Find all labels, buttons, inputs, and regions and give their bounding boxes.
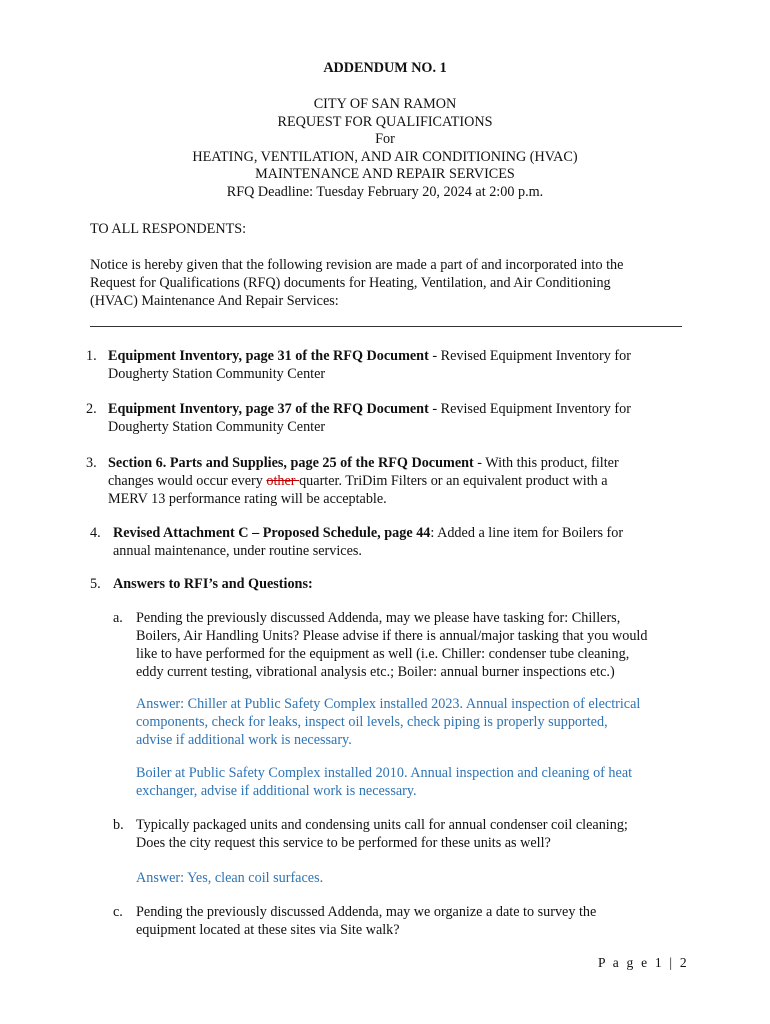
question-letter: a.: [113, 610, 123, 626]
answer-line: Answer: Chiller at Public Safety Complex installed 2023. Annual inspection of electrical: [136, 696, 641, 712]
question-letter: c.: [113, 904, 123, 920]
item-number: 3.: [86, 455, 97, 471]
item-text-continued: annual maintenance, under routine services.: [113, 543, 362, 559]
item-text-before-strike: changes would occur every: [108, 473, 267, 489]
item-number: 1.: [86, 348, 97, 364]
notice-line-2: Request for Qualifications (RFQ) documents for Heating, Ventilation, and Air Conditioning: [90, 275, 611, 291]
horizontal-divider: [90, 326, 682, 327]
question-line: Pending the previously discussed Addenda, may we organize a date to survey the: [136, 904, 597, 920]
item-text: - Revised Equipment Inventory for: [428, 348, 631, 364]
item-text: - Revised Equipment Inventory for: [428, 401, 631, 417]
question-line: Typically packaged units and condensing units call for annual condenser coil cleaning;: [136, 817, 628, 833]
item-number: 2.: [86, 401, 97, 417]
item-text-continued: Dougherty Station Community Center: [108, 366, 326, 382]
subject-line-2: MAINTENANCE AND REPAIR SERVICES: [255, 166, 515, 183]
page-number: P a g e 1 | 2: [598, 955, 689, 970]
addendum-title: ADDENDUM NO. 1: [323, 60, 447, 76]
notice-line-1: Notice is hereby given that the following revision are made a part of and incorporated into the: [90, 257, 624, 273]
revision-item-3: [86, 454, 686, 508]
item-title: Equipment Inventory, page 37 of the RFQ Document: [108, 401, 429, 417]
item-text-continued: MERV 13 performance rating will be acceptable.: [108, 491, 387, 507]
question-b: [113, 816, 693, 852]
notice-paragraph: [90, 256, 690, 310]
item-text: : Added a line item for Boilers for: [430, 525, 624, 541]
question-line: equipment located at these sites via Site walk?: [136, 922, 400, 938]
item-title: Answers to RFI’s and Questions:: [113, 576, 313, 592]
answer-line: Boiler at Public Safety Complex installed 2010. Annual inspection and cleaning of heat: [136, 765, 633, 781]
addendum-header: [0, 60, 770, 78]
item-title: Revised Attachment C – Proposed Schedule, page 44: [113, 525, 431, 541]
answer-a-chiller: [136, 695, 696, 749]
item-title: Section 6. Parts and Supplies, page 25 of the RFQ Document: [108, 455, 474, 471]
salutation: TO ALL RESPONDENTS:: [90, 221, 247, 237]
item-title: Equipment Inventory, page 31 of the RFQ Document: [108, 348, 429, 364]
answer-a-boiler: [136, 764, 696, 800]
subject-line-1: HEATING, VENTILATION, AND AIR CONDITIONING (HVAC): [192, 148, 578, 165]
city-name: CITY OF SAN RAMON: [313, 96, 457, 112]
answer-line: advise if additional work is necessary.: [136, 732, 352, 748]
answer-line: exchanger, advise if additional work is necessary.: [136, 783, 417, 799]
request-type: REQUEST FOR QUALIFICATIONS: [277, 113, 493, 130]
rfq-deadline: RFQ Deadline: Tuesday February 20, 2024 at 2:00 p.m.: [226, 183, 544, 200]
question-line: Pending the previously discussed Addenda, may we please have tasking for: Chillers,: [136, 610, 621, 626]
revision-item-5: [90, 575, 690, 593]
item-text: - With this product, filter: [473, 455, 619, 471]
item-number: 4.: [90, 525, 101, 541]
item-text-after-strike: quarter. TriDim Filters or an equivalent product with a: [299, 473, 608, 489]
answer-line: components, check for leaks, inspect oil levels, check piping is properly supported,: [136, 714, 608, 730]
question-a: [113, 609, 693, 681]
question-line: Boilers, Air Handling Units? Please advise if there is annual/major tasking that you would: [136, 628, 648, 644]
revision-item-1: [86, 347, 686, 383]
question-line: Does the city request this service to be performed for these units as well?: [136, 835, 551, 851]
for-label: For: [375, 131, 395, 148]
answer-b: [136, 869, 696, 887]
answer-line: Answer: Yes, clean coil surfaces.: [136, 870, 324, 886]
question-line: eddy current testing, vibrational analysis etc.; Boiler: annual burner inspections etc.): [136, 664, 615, 680]
revision-item-4: [90, 524, 690, 560]
item-text-continued: Dougherty Station Community Center: [108, 419, 326, 435]
question-line: like to have performed for the equipment as well (i.e. Chiller: condenser tube cleaning,: [136, 646, 630, 662]
rfq-header: [0, 96, 770, 202]
question-letter: b.: [113, 817, 124, 833]
item-number: 5.: [90, 576, 101, 592]
struck-word: other: [266, 473, 300, 489]
revision-item-2: [86, 400, 686, 436]
question-c: [113, 903, 693, 939]
notice-line-3: (HVAC) Maintenance And Repair Services:: [90, 293, 339, 309]
